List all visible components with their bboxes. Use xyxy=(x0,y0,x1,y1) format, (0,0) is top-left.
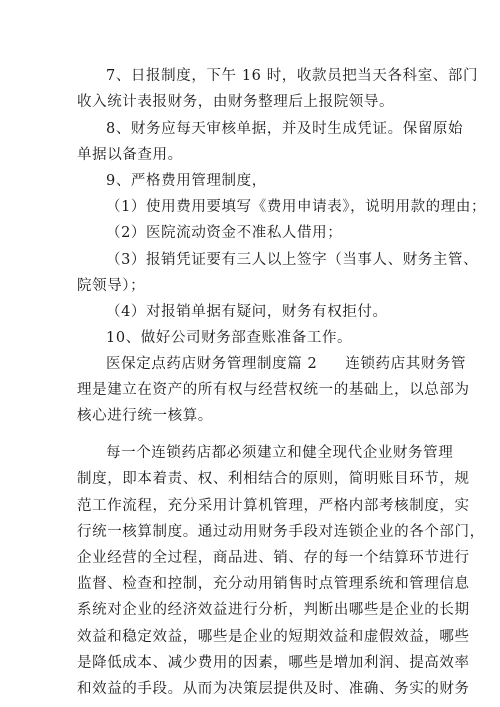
text-line: （3）报销凭证要有三人以上签字（当事人、财务主管、 xyxy=(106,252,479,268)
text-line: 院领导）； xyxy=(77,278,146,294)
text-line: 监督、检查和控制，充分动用销售时点管理系统和管理信息 xyxy=(77,576,470,592)
text-line: 每一个连锁药店都必须建立和健全现代企业财务管理 xyxy=(106,445,454,461)
text-line: 10、做好公司财务部查账准备工作。 xyxy=(106,330,353,346)
text-line: （2）医院流动资金不准私人借用； xyxy=(106,225,343,241)
section-heading-line xyxy=(106,354,466,374)
text-line: 制度，即本着责、权、利相结合的原则，简明账目环节，规 xyxy=(77,471,470,487)
text-line: 收入统计表报财务，由财务整理后上报院领导。 xyxy=(77,94,395,110)
text-line: 理是建立在资产的所有权与经营权统一的基础上，以总部为 xyxy=(77,382,470,398)
text-line: 效益和稳定效益，哪些是企业的短期效益和虚假效益，哪些 xyxy=(77,629,470,645)
text-line: 7、日报制度，下午 16 时，收款员把当天各科室、部门 xyxy=(106,68,479,84)
text-line: （4）对报销单据有疑问，财务有权拒付。 xyxy=(106,304,388,320)
text-line: 和效益的手段。从而为决策层提供及时、准确、务实的财务 xyxy=(77,681,470,697)
text-line: 企业经营的全过程，商品进、销、存的每一个结算环节进行 xyxy=(77,550,470,566)
text-line: 单据以备查用。 xyxy=(77,147,183,163)
text-line: 是降低成本、减少费用的因素，哪些是增加利润、提高效率 xyxy=(77,655,470,671)
text-line: 系统对企业的经济效益进行分析，判断出哪些是企业的长期 xyxy=(77,602,470,618)
text-line: （1）使用费用要填写《费用申请表》，说明用款的理由； xyxy=(106,199,487,215)
text-line: 行统一核算制度。通过动用财务手段对连锁企业的各个部门， xyxy=(77,524,485,540)
text-line: 核心进行统一核算。 xyxy=(77,408,213,424)
text-fragment: 连锁药店其财务管 xyxy=(345,356,467,372)
section-heading: 医保定点药店财务管理制度篇 2 xyxy=(106,356,318,372)
text-line: 8、财务应每天审核单据，并及时生成凭证。保留原始 xyxy=(106,121,464,137)
text-line: 9、严格费用管理制度， xyxy=(106,173,267,189)
text-line: 范工作流程，充分采用计算机管理，严格内部考核制度，实 xyxy=(77,498,470,514)
